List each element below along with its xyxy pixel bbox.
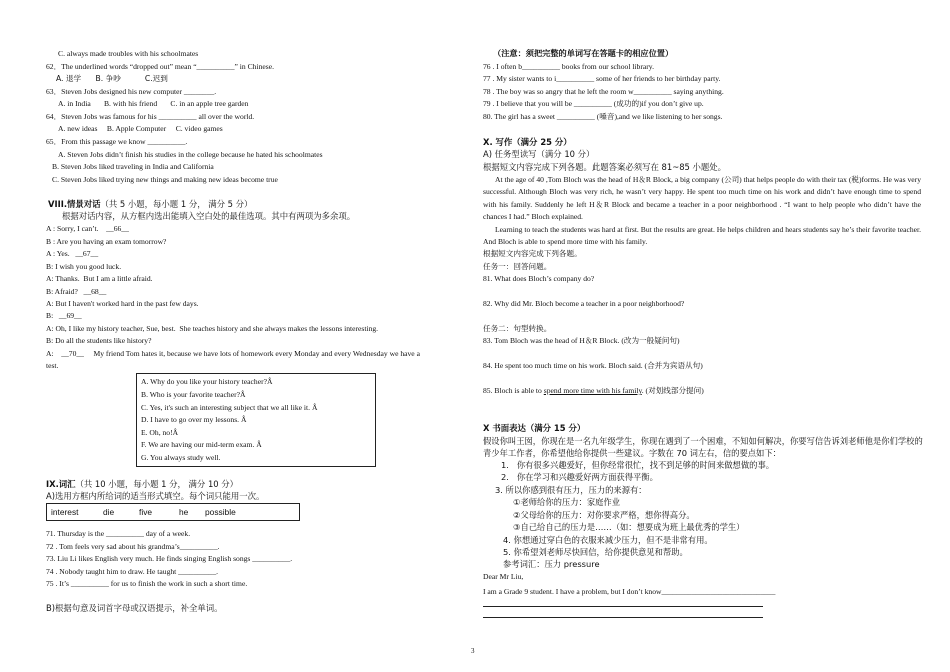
q77: 77 . My sister wants to i__________ some of her friends to her birthday party.	[483, 74, 721, 83]
reference-vocabulary: 参考词汇：压力 pressure	[503, 559, 600, 569]
q82: 82. Why did Mr. Bloch become a teacher in a poor neighborhood?	[483, 299, 685, 308]
q85	[483, 386, 704, 396]
writing-subpoint: ③自己给自己的压力是……（如：想要成为班上最优秀的学生）	[513, 522, 745, 532]
q79: 79 . I believe that you will be __________ (成功的)if you don’t give up.	[483, 99, 704, 108]
answer-line[interactable]	[483, 606, 763, 607]
q83: 83. Tom Bloch was the head of H＆R Block. (改为一般疑问句)	[483, 336, 680, 345]
dialog-line: B: __69__	[46, 311, 82, 320]
option-e: E. Oh, no!Â	[141, 428, 179, 437]
q84: 84. He spent too much time on his work. Bloch said. (合并为宾语从句)	[483, 361, 703, 370]
word-item: he	[179, 507, 189, 517]
section8-score: （共 5 小题，每小题 1 分， 满分 5 分）	[100, 199, 253, 209]
passage-paragraph-2: Learning to teach the students was hard at first. But the results are great. He helps children and hears students say he’s their favorite teacher. And Bloch is able to spend more time with his family.	[483, 225, 921, 247]
section8-heading	[48, 199, 252, 210]
section9-heading	[46, 479, 238, 490]
section9-part-a: A)选用方框内所给词的适当形式填空。每个词只能用一次。	[46, 491, 265, 501]
option-c: C. Yes, it's such an interesting subject that we all like it. Â	[141, 403, 318, 412]
q76: 76 . I often b__________ books from our school library.	[483, 62, 654, 71]
writing-point: 1. 你有很多兴趣爱好，但你经常很忙，找不到足够的时间来做想做的事。	[501, 460, 775, 470]
q78: 78 . The boy was so angry that he left the room w__________ saying anything.	[483, 87, 724, 96]
option-b: B. Who is your favorite teacher?Â	[141, 390, 246, 399]
letter-first-line: I am a Grade 9 student. I have a problem, but I don’t know______________________________	[483, 587, 776, 596]
q85-prefix: 85. Bloch is able to	[483, 386, 544, 395]
writing-subpoint: ①老师给你的压力：家庭作业	[513, 497, 621, 507]
q85-suffix: . (对划线部分提问)	[641, 386, 704, 395]
q64-stem: 64．Steven Jobs was famous for his __________ all over the world.	[46, 112, 255, 121]
q80: 80. The girl has a sweet __________ (嗓音),and we like listening to her songs.	[483, 112, 723, 121]
option-d: D. I have to go over my lessons. Â	[141, 415, 247, 424]
section9-title: IX.词汇	[46, 479, 76, 489]
q71: 71. Thursday is the __________ day of a week.	[46, 529, 191, 538]
word-item: interest	[51, 507, 79, 517]
dialog-line: B : Are you having an exam tomorrow?	[46, 237, 167, 246]
word-item: possible	[205, 507, 236, 517]
q72: 72 . Tom feels very sad about his grandma’s__________.	[46, 542, 220, 551]
dialog-line: A: Thanks. But I am a little afraid.	[46, 274, 153, 283]
writing-point: 4. 你想通过穿白色的衣服来减少压力，但不是非常有用。	[503, 535, 713, 545]
q61-option-c: C. always made troubles with his schoolmates	[58, 49, 199, 58]
dialog-line: A: Oh, I like my history teacher, Sue, best. She teaches history and she always makes the lessons interesting.	[46, 324, 379, 333]
q63-options: A. in India B. with his friend C. in an apple tree garden	[58, 99, 249, 108]
q62-options: A. 退学 B. 争吵 C.迟到	[56, 74, 168, 83]
writing-point: 3. 所以你感到很有压力，压力的来源有：	[495, 485, 647, 495]
q65-option-b: B. Steven Jobs liked traveling in India and California	[52, 162, 214, 171]
section8-title: VIII.情景对话	[48, 199, 101, 209]
dialog-line: A: __70__ My friend Tom hates it, because we have lots of homework every Monday and every Wednesday we have a	[46, 349, 420, 358]
q81: 81. What does Bloch’s company do?	[483, 274, 595, 283]
writing-point: 5. 你希望刘老师尽快回信，给你提供意见和帮助。	[503, 547, 688, 557]
instructions-2: 根据短文内容完成下列各题。	[483, 249, 582, 258]
q74: 74 . Nobody taught him to draw. He taught __________.	[46, 567, 219, 576]
q73: 73. Liu Li likes English very much. He finds singing English songs __________.	[46, 554, 293, 563]
section10-title: X. 写作（满分 25 分）	[483, 137, 572, 147]
q65-option-c: C. Steven Jobs liked trying new things and making new ideas become true	[52, 175, 278, 184]
option-g: G. You always study well.	[141, 453, 221, 462]
writing-point: 2. 你在学习和兴趣爱好两方面获得平衡。	[501, 472, 658, 482]
section9-part-b: B)根据句意及词首字母或汉语提示，补全单词。	[46, 603, 223, 613]
section10-instructions: 根据短文内容完成下列各题。此题答案必须写在 81~85 小题处。	[483, 162, 727, 172]
q62-stem: 62．The underlined words “dropped out” mean “__________” in Chinese.	[46, 62, 274, 71]
q85-underlined: spend more time with his family	[543, 386, 642, 395]
section9-score: （共 10 小题，每小题 1 分， 满分 10 分）	[75, 479, 239, 489]
answer-line[interactable]	[483, 617, 763, 618]
word-item: five	[139, 507, 153, 517]
dialog-line: B: Do all the students like history?	[46, 336, 152, 345]
dialog-line: B: I wish you good luck.	[46, 262, 122, 271]
task-1-label: 任务一：回答问题。	[483, 262, 552, 271]
passage-paragraph-1: At the age of 40 ,Tom Bloch was the head of H＆R Block, a big company (公司) that helps people do with their tax (税)forms. He was very successful. Although Bloch was very rich, he wasn’t very happy. He spent too much time on his work and didn’t have enough time to spend with his family. Suddenly he left H＆R Block and became a teacher in a poor neighborhood . “I want to help people who didn’t have the chances I had.” Bloch explained.	[483, 175, 921, 222]
section10-part-a: A) 任务型读写（满分 10 分）	[483, 149, 595, 159]
word-item: die	[103, 507, 115, 517]
q64-options: A. new ideas B. Apple Computer C. video games	[58, 124, 223, 133]
answer-note: （注意：须把完整的单词写在答题卡的相应位置）	[493, 48, 674, 58]
options-box	[136, 373, 376, 467]
writing-title: X 书面表达（满分 15 分）	[483, 423, 586, 433]
dialog-line: B: Afraid? __68__	[46, 287, 107, 296]
word-box	[46, 503, 300, 521]
writing-subpoint: ②父母给你的压力：对你要求严格，想你得高分。	[513, 510, 695, 520]
writing-prompt: 假设你叫王囡，你现在是一名九年级学生，你现在遇到了一个困难，不知如何解决，你要写信告诉刘老师他是你们学校的青少年工作者，你希望他给你提供一些建议。字数在 70 词左右，信的要点如下：	[483, 436, 923, 459]
q65-stem: 65．From this passage we know __________.	[46, 137, 188, 146]
dialog-line: A : Sorry, I can’t. __66__	[46, 224, 129, 233]
section8-instructions: 根据对话内容，从方框内选出能填入空白处的最佳选项。其中有两项为多余项。	[62, 211, 356, 221]
dialog-line: A : Yes. __67__	[46, 249, 99, 258]
task-2-label: 任务二：句型转换。	[483, 324, 552, 333]
q75: 75 . It’s __________ for us to finish the work in such a short time.	[46, 579, 248, 588]
q65-option-a: A. Steven Jobs didn’t finish his studies in the college because he hated his schoolmates	[58, 150, 323, 159]
page-number: 3	[471, 647, 475, 655]
option-f: F. We are having our mid-term exam. Â	[141, 440, 262, 449]
letter-greeting: Dear Mr Liu,	[483, 572, 524, 581]
q63-stem: 63．Steven Jobs designed his new computer ________.	[46, 87, 217, 96]
option-a: A. Why do you like your history teacher?Â	[141, 377, 273, 386]
dialog-line: A: But I haven't worked hard in the past few days.	[46, 299, 199, 308]
dialog-line: test.	[46, 361, 59, 370]
